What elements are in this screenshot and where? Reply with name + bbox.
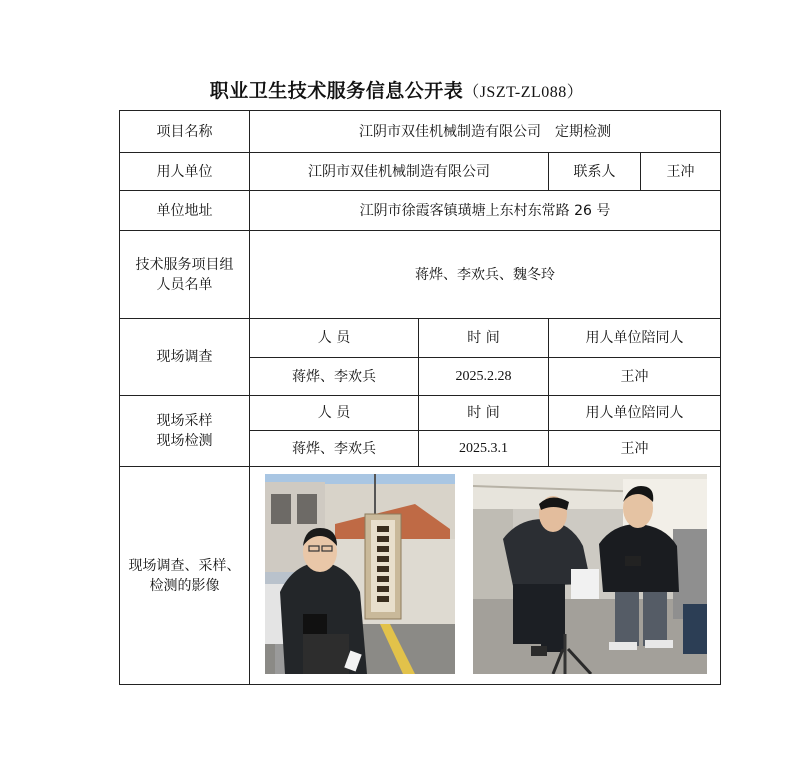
document-title bbox=[0, 76, 793, 103]
sampling-col-escort: 用人单位陪同人 bbox=[549, 396, 721, 431]
row-survey-header bbox=[120, 319, 721, 358]
survey-time: 2025.2.28 bbox=[419, 358, 549, 396]
contact-label: 联系人 bbox=[549, 153, 641, 191]
survey-photo bbox=[265, 474, 455, 674]
survey-people: 蒋烨、李欢兵 bbox=[250, 358, 419, 396]
sampling-escort: 王冲 bbox=[549, 431, 721, 467]
team-value: 蒋烨、李欢兵、魏冬玲 bbox=[250, 231, 721, 319]
employer-value: 江阴市双佳机械制造有限公司 bbox=[250, 153, 549, 191]
sampling-photo-image bbox=[473, 474, 707, 674]
sampling-time: 2025.3.1 bbox=[419, 431, 549, 467]
row-project-name bbox=[120, 111, 721, 153]
images-cell bbox=[250, 467, 721, 685]
survey-escort: 王冲 bbox=[549, 358, 721, 396]
project-name-value: 江阴市双佳机械制造有限公司 定期检测 bbox=[250, 111, 721, 153]
title-code: （JSZT-ZL088） bbox=[463, 84, 584, 101]
sampling-col-time: 时 间 bbox=[419, 396, 549, 431]
team-label: 技术服务项目组人员名单 bbox=[120, 231, 250, 319]
address-label: 单位地址 bbox=[120, 191, 250, 231]
row-sampling-header bbox=[120, 396, 721, 431]
info-table bbox=[119, 110, 721, 685]
survey-col-escort: 用人单位陪同人 bbox=[549, 319, 721, 358]
address-value: 江阴市徐霞客镇璜塘上东村东常路 26 号 bbox=[250, 191, 721, 231]
sampling-col-people: 人 员 bbox=[250, 396, 419, 431]
survey-col-time: 时 间 bbox=[419, 319, 549, 358]
row-images bbox=[120, 467, 721, 685]
survey-photo-image bbox=[265, 474, 455, 674]
survey-col-people: 人 员 bbox=[250, 319, 419, 358]
row-employer bbox=[120, 153, 721, 191]
sampling-photo bbox=[473, 474, 707, 674]
row-address bbox=[120, 191, 721, 231]
project-name-label: 项目名称 bbox=[120, 111, 250, 153]
images-label: 现场调查、采样、检测的影像 bbox=[120, 467, 250, 685]
employer-label: 用人单位 bbox=[120, 153, 250, 191]
sampling-people: 蒋烨、李欢兵 bbox=[250, 431, 419, 467]
sampling-label: 现场采样现场检测 bbox=[120, 396, 250, 467]
row-team bbox=[120, 231, 721, 319]
survey-label: 现场调查 bbox=[120, 319, 250, 396]
contact-value: 王冲 bbox=[641, 153, 721, 191]
title-main: 职业卫生技术服务信息公开表 bbox=[209, 80, 464, 102]
